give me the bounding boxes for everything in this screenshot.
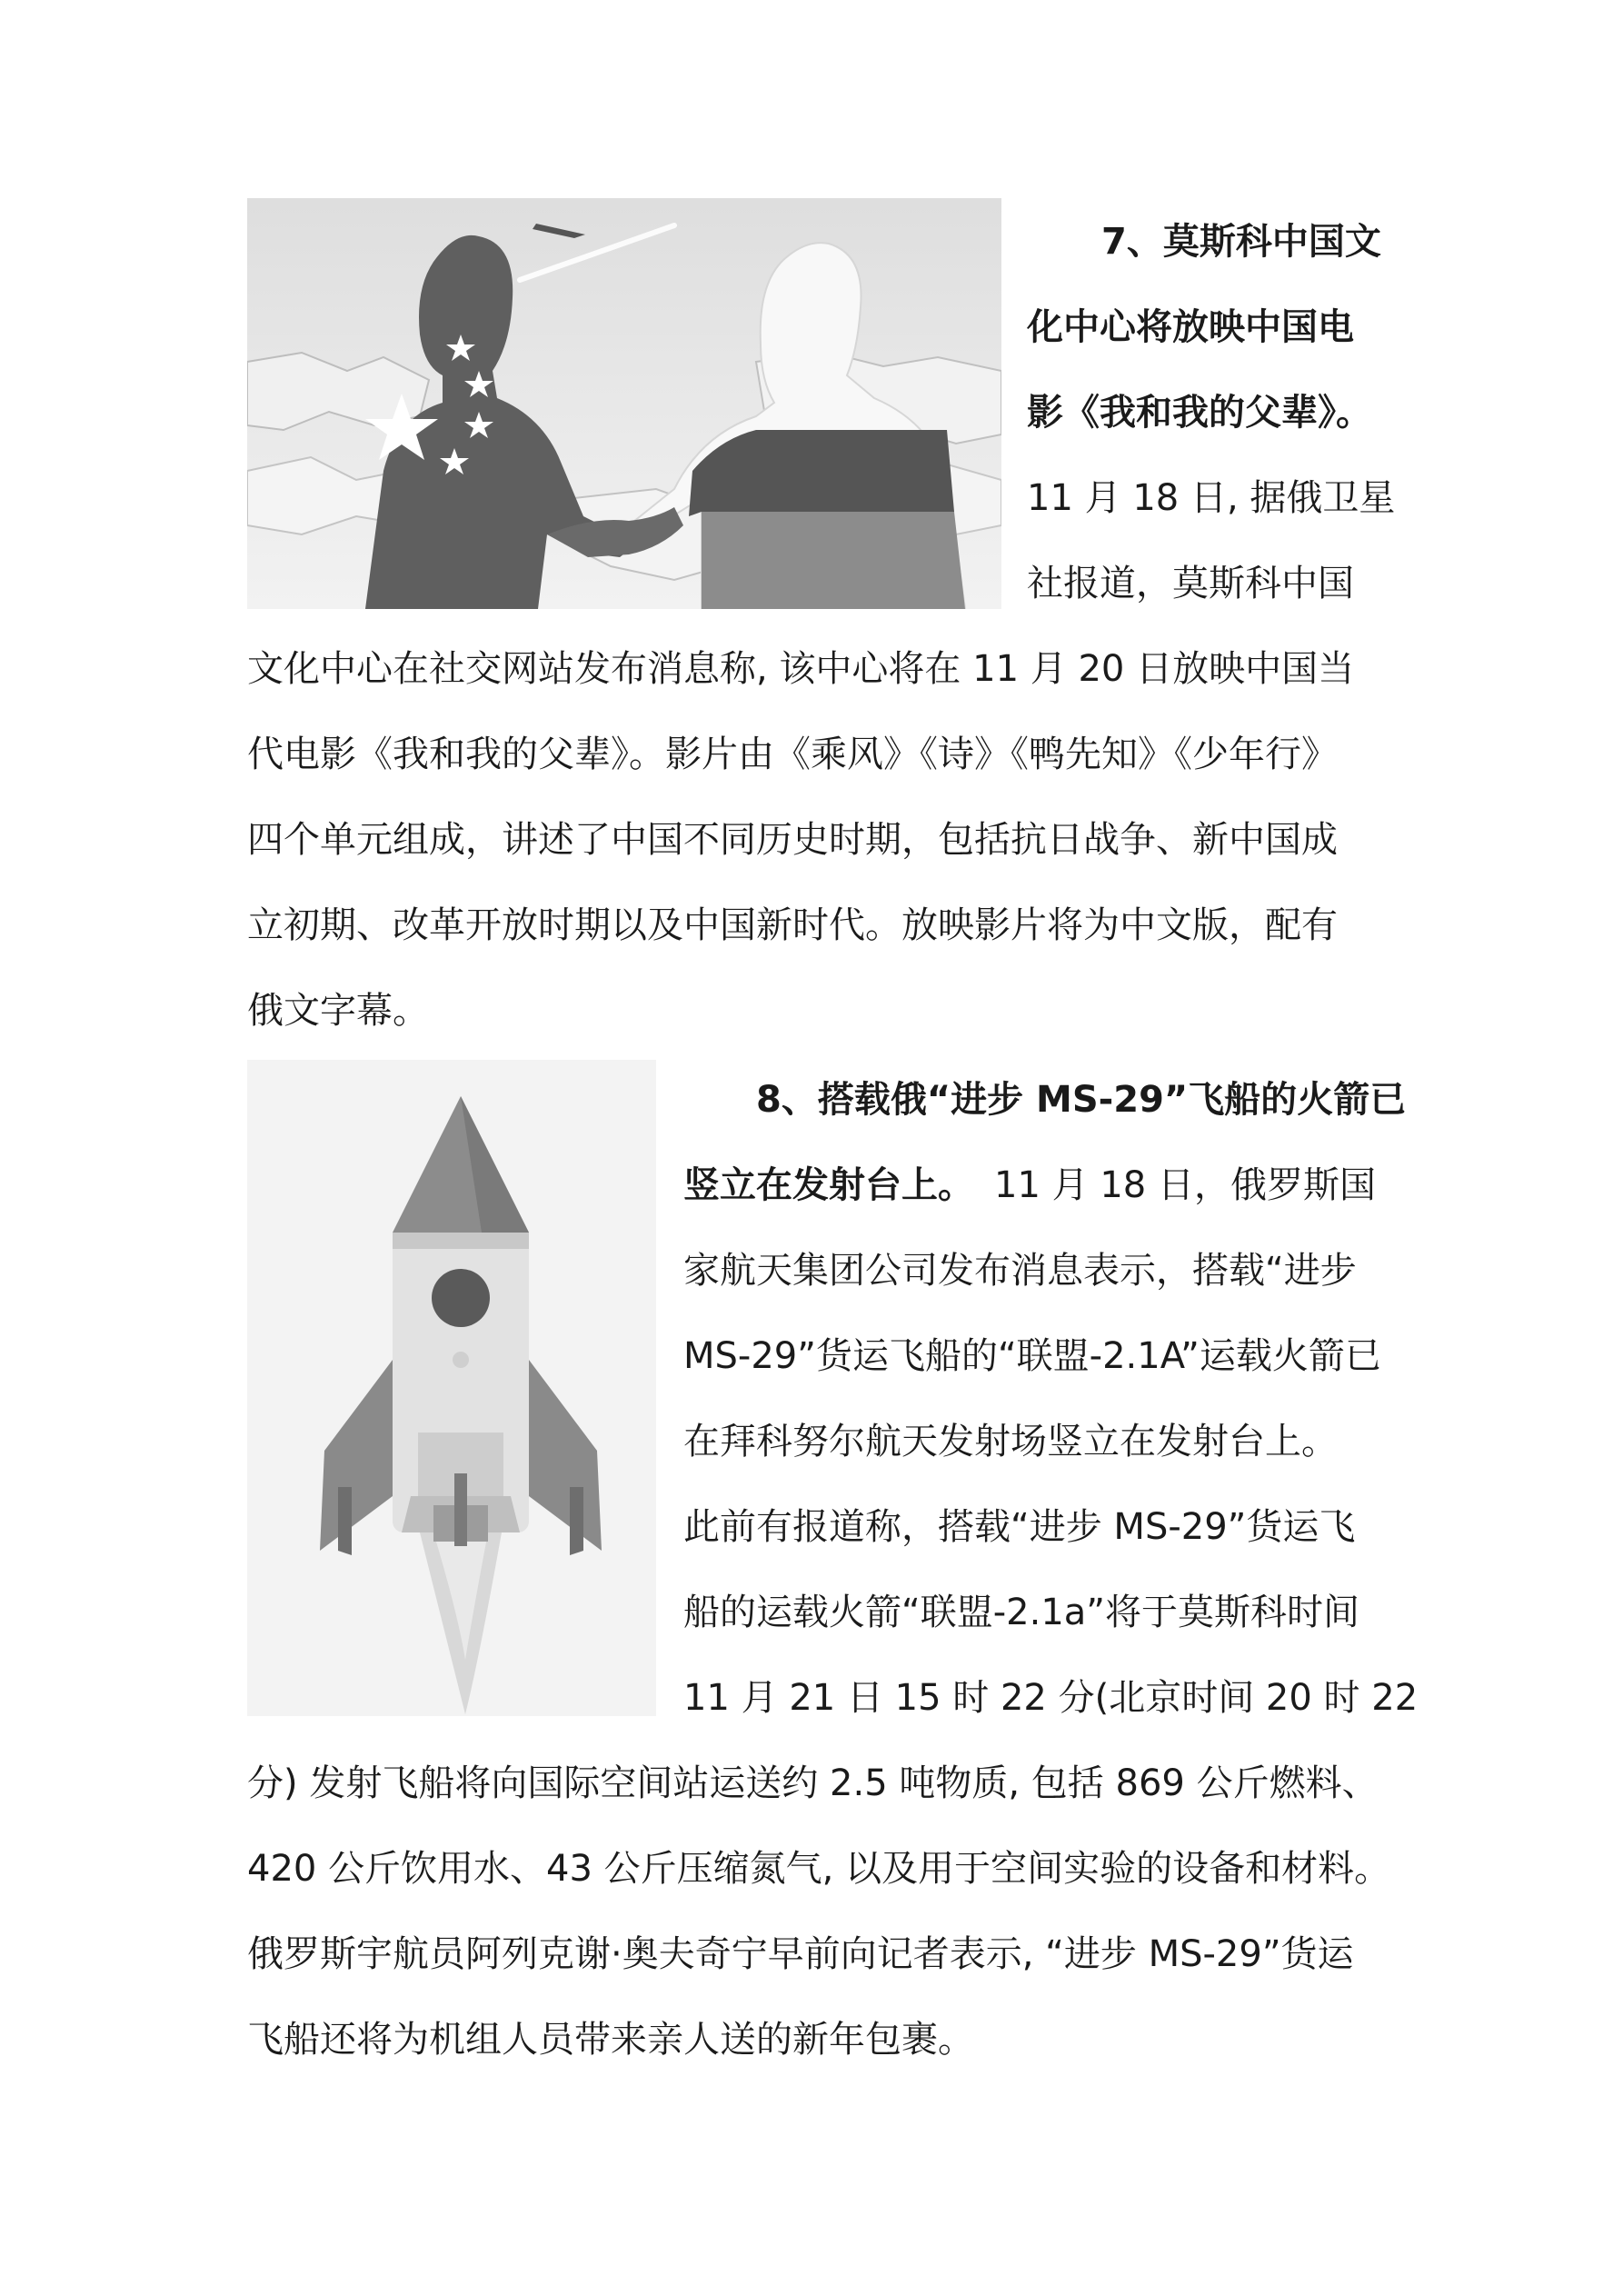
section-7-body-line: 社报道，莫斯科中国 [1027,563,1354,604]
section-7-heading-line-3: 影《我和我的父辈》。 [1027,392,1372,434]
section-8-body-line: 在拜科努尔航天发射场竖立在发射台上。 [683,1421,1338,1462]
section-8-body-line: MS-29”货运飞船的“联盟-2.1A”运载火箭已 [683,1335,1381,1377]
section-8-body-line: 飞船还将为机组人员带来亲人送的新年包裹。 [247,2019,974,2061]
section-7-heading-line-2: 化中心将放映中国电 [1027,306,1354,348]
rocket-illustration-icon [247,1060,656,1716]
section-7-body-line: 代电影《我和我的父辈》。影片由《乘风》《诗》《鸭先知》《少年行》 [247,734,1338,775]
section-8-heading-line-2: 竖立在发射台上。 [683,1164,974,1206]
section-8-body-line: 船的运载火箭“联盟-2.1a”将于莫斯科时间 [683,1592,1360,1633]
section-8-body-line: 此前有报道称，搭载“进步 MS-29”货运飞 [683,1506,1356,1548]
section-8-body-line: 420 公斤饮用水、43 公斤压缩氮气, 以及用于空间实验的设备和材料。 [247,1848,1391,1890]
section-8-body-line: 11 月 18 日，俄罗斯国 [994,1164,1376,1206]
section-7-body-line: 四个单元组成，讲述了中国不同历史时期，包括抗日战争、新中国成 [247,819,1338,861]
section-8-body-line: 分) 发射飞船将向国际空间站运送约 2.5 吨物质, 包括 869 公斤燃料、 [247,1762,1379,1804]
section-7-body-line: 立初期、改革开放时期以及中国新时代。放映影片将为中文版，配有 [247,904,1338,946]
section-8-body-line: 11 月 21 日 15 时 22 分(北京时间 20 时 22 [683,1677,1419,1719]
section-7-body-line: 俄文字幕。 [247,990,429,1032]
section-7-body-line: 11 月 18 日, 据俄卫星 [1027,477,1396,519]
handshake-illustration-icon [247,198,1001,609]
rocket-illustration [247,1060,656,1716]
section-8-body-line: 家航天集团公司发布消息表示，搭载“进步 [683,1250,1357,1292]
section-7-body-line: 文化中心在社交网站发布消息称, 该中心将在 11 月 20 日放映中国当 [247,648,1355,690]
section-8-body-line: 俄罗斯宇航员阿列克谢·奥夫奇宁早前向记者表示, “进步 MS-29”货运 [247,1933,1354,1975]
handshake-illustration [247,198,1001,609]
section-7-heading-line-1: 7、莫斯科中国文 [1101,221,1381,263]
section-8-heading-line-1: 8、搭载俄“进步 MS-29”飞船的火箭已 [756,1079,1407,1121]
